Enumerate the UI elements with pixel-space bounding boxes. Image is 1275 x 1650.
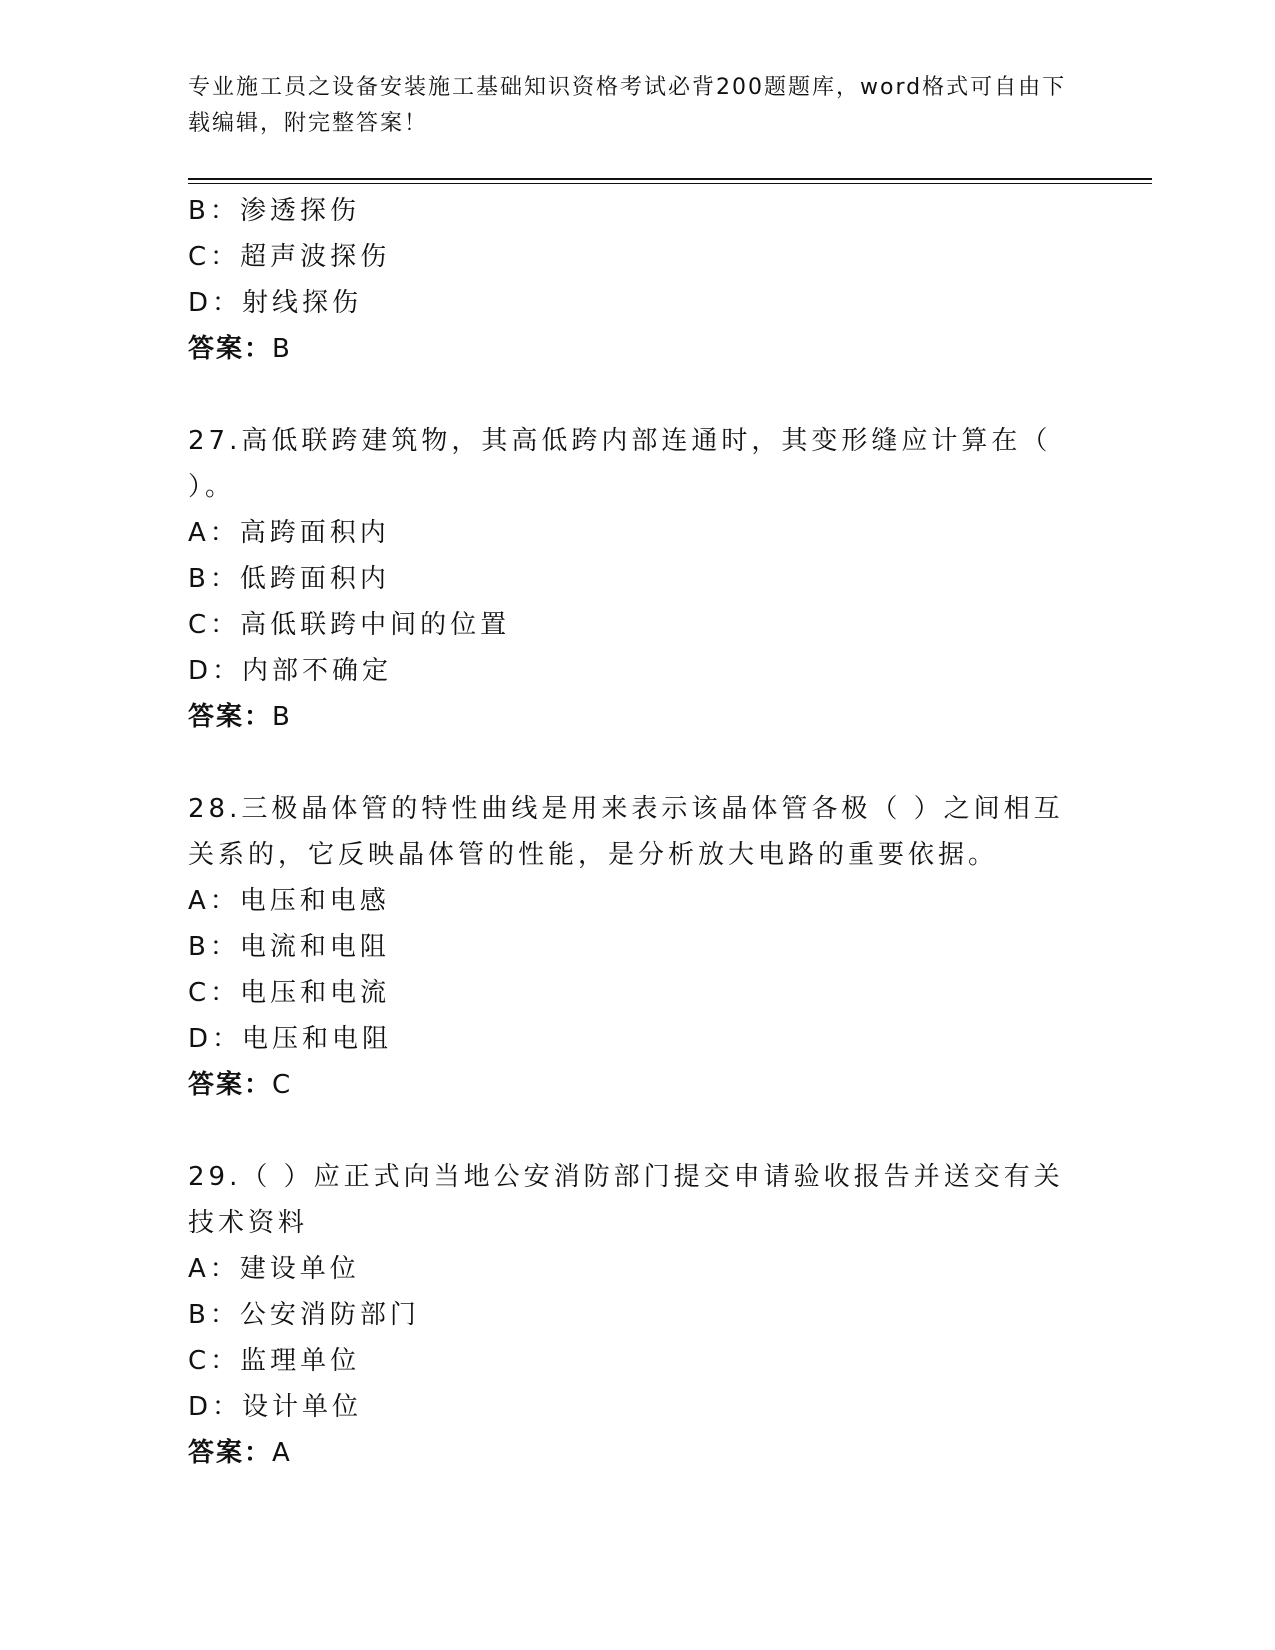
option-a: A：电压和电感 xyxy=(188,886,390,916)
header-divider-thick xyxy=(188,178,1152,180)
spacer xyxy=(188,372,1068,418)
spacer xyxy=(188,1108,1068,1154)
question-29 xyxy=(188,1154,1068,1476)
answer-value: B xyxy=(272,334,292,364)
answer-value: A xyxy=(272,1438,292,1468)
answer-value: C xyxy=(272,1070,293,1100)
question-28 xyxy=(188,786,1068,1108)
answer-label: 答案： xyxy=(188,702,273,732)
option-a: A：建设单位 xyxy=(188,1254,360,1284)
answer-line xyxy=(188,326,1068,372)
document-header: 专业施工员之设备安装施工基础知识资格考试必背200题题库，word格式可自由下载编辑，附完整答案！ xyxy=(188,75,1067,136)
option-c: C：超声波探伤 xyxy=(188,242,391,272)
question-text: 29.（ ）应正式向当地公安消防部门提交申请验收报告并送交有关技术资料 xyxy=(188,1162,1064,1238)
option-c: C：电压和电流 xyxy=(188,978,391,1008)
option-d: D：内部不确定 xyxy=(188,656,393,686)
question-text: 28.三极晶体管的特性曲线是用来表示该晶体管各极（ ）之间相互关系的，它反映晶体管的性能，是分析放大电路的重要依据。 xyxy=(188,794,1064,870)
question-list xyxy=(188,188,1068,1476)
option-d: D：射线探伤 xyxy=(188,288,363,318)
option-d: D：电压和电阻 xyxy=(188,1024,393,1054)
option-c: C：监理单位 xyxy=(188,1346,361,1376)
option-d: D：设计单位 xyxy=(188,1392,363,1422)
answer-label: 答案： xyxy=(188,1438,273,1468)
question-27 xyxy=(188,418,1068,740)
header-divider-thin xyxy=(188,183,1152,184)
option-c: C：高低联跨中间的位置 xyxy=(188,610,511,640)
option-a: A：高跨面积内 xyxy=(188,518,390,548)
answer-line xyxy=(188,1062,1068,1108)
option-b: B：低跨面积内 xyxy=(188,564,390,594)
question-text: 27.高低联跨建筑物，其高低跨内部连通时，其变形缝应计算在（ ）。 xyxy=(188,426,1052,502)
answer-line xyxy=(188,1430,1068,1476)
answer-line xyxy=(188,694,1068,740)
question-26-continued xyxy=(188,188,1068,372)
answer-label: 答案： xyxy=(188,334,273,364)
option-b: B：公安消防部门 xyxy=(188,1300,420,1330)
option-b: B：渗透探伤 xyxy=(188,196,360,226)
spacer xyxy=(188,740,1068,786)
answer-label: 答案： xyxy=(188,1070,273,1100)
option-b: B：电流和电阻 xyxy=(188,932,390,962)
answer-value: B xyxy=(272,702,292,732)
